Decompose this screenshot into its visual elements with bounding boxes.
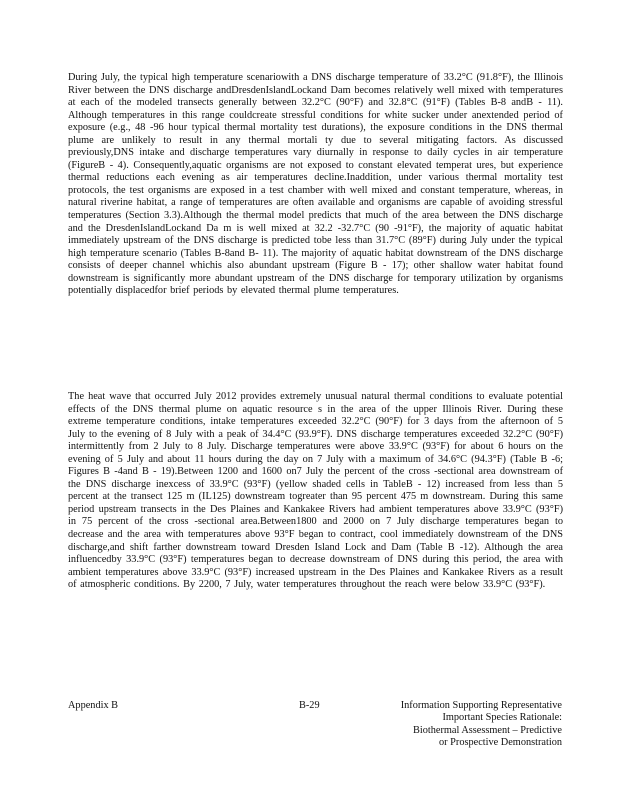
footer-section-title — [362, 700, 562, 750]
footer-title-line-1: Information Supporting Representative — [400, 700, 562, 711]
footer-title-line-3: Biothermal Assessment – Predictive — [413, 724, 562, 736]
body-paragraph-2: The heat wave that occurred July 2012 provides extremely unusual natural thermal conditions to evaluate potential effects of the DNS thermal plume on aquatic resource s in the area of the upper Illinois River. During these extreme temperature conditions, intake temperatures exceeded 32.2°C (90°F) for 3 days from the afternoon of 5 July to the evening of 8 July with a peak of 34.4°C (93.9°F). DNS discharge temperatures exceeded 32.2°C (90°F) intermittently from 2 July to 8 July. Discharge temperatures were above 33.9°C (93°F) for about 6 hours on the evening of 5 July and about 11 hours during the day on 7 July with a maximum of 34.6°C (94.3°F) (Table B -6; Figures B -4and B - 19).Between 1200 and 1600 on7 July the percent of the cross -sectional area downstream of the DNS discharge inexcess of 33.9°C (93°F) (yellow shaded cells in TableB - 12) increased from less than 5 percent at the transect 125 m (IL125) downstream togreater than 95 percent 475 m downstream. During this same period upstream transects in the Des Plaines and Kankakee Rivers had ambient temperatures above 33.9°C (93°F) in 75 percent of the cross -sectional area.Between1800 and 2000 on 7 July discharge temperatures began to decrease and the area with temperatures above 93°F began to contract, cool immediately downstream of the DNS discharge,and shift farther downstream toward Dresden Island Lock and Dam (Table B -12). Although the area influencedby 33.9°C (93°F) temperatures began to decrease downstream of DNS during this period, the area with ambient temperatures above 33.9°C (93°F) increased upstream in the Des Plaines and Kankakee Rivers as a result of atmospheric conditions. By 2200, 7 July, water temperatures throughout the reach were below 33.9°C (93°F). — [68, 391, 563, 591]
footer-title-line-4: or Prospective Demonstration — [439, 737, 562, 749]
body-paragraph-1: During July, the typical high temperature scenariowith a DNS discharge temperature of 33.2°C (91.8°F), the Illinois River between the DNS discharge andDresdenIslandLockand Dam becomes relatively well mixed with temperatures at each of the modeled transects generally between 32.2°C (90°F) and 32.8°C (91°F) (Tables B-8 andB - 11). Although temperatures in this range couldcreate stressful conditions for white sucker under anextended period of exposure (e.g., 48 -96 hour typical thermal mortality test durations), the exposure conditions in the DNS thermal plume are unlikely to result in any thermal mortali ty due to several mitigating factors. As discussed previously,DNS intake and discharge temperatures vary diurnally in response to daily cycles in air temperature (FigureB - 4). Consequently,aquatic organisms are not exposed to constant elevated temperat ures, but experience thermal reductions each evening as air temperatures decline.Inaddition, under various thermal mortality test protocols, the test organisms are exposed in a test chamber with well mixed and constant temperature, whereas, in natural riverine habitat, a range of temperatures are often available and organisms are capable of avoiding stressful temperatures (Section 3.3).Although the thermal model predicts that much of the area between the DNS discharge and the DresdenIslandLockand Da m is well mixed at 32.2 -32.7°C (90 -91°F), the majority of aquatic habitat immediately upstream of the DNS discharge is predicted tobe less than 31.7°C (89°F) during July under the typical high temperature scenario (Tables B-8and B- 11). The majority of aquatic habitat downstream of the DNS discharge consists of deeper channel whichis also abundant upstream (Figure B - 17); other shallow water habitat found downstream is significantly more abundant upstream of the DNS discharge for temporary utilization by organisms potentially displacedfor brief periods by elevated thermal plume temperatures. — [68, 72, 563, 297]
footer-page-number: B-29 — [299, 700, 320, 711]
footer-title-line-2: Important Species Rationale: — [442, 712, 562, 724]
footer-appendix-label: Appendix B — [68, 700, 119, 711]
